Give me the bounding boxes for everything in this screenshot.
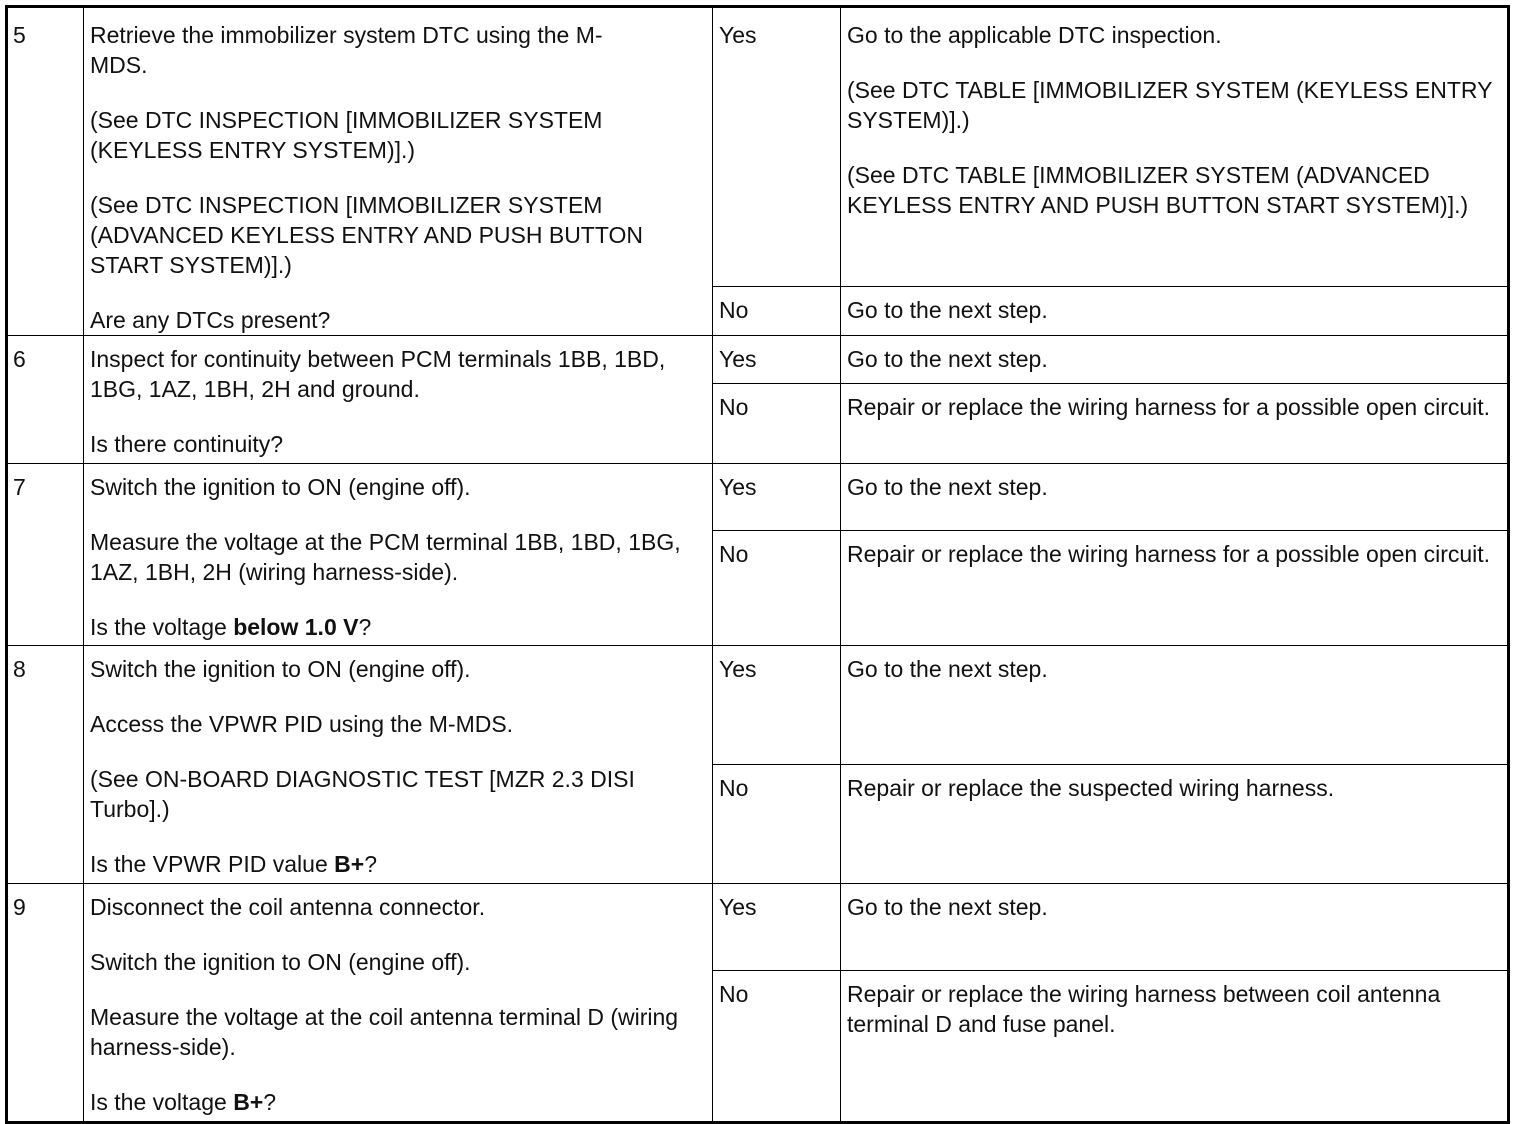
no-label: No	[713, 384, 841, 464]
result-text: Go to the next step.	[847, 474, 1048, 500]
no-result	[841, 384, 1509, 464]
question-value: B+	[233, 1089, 264, 1115]
action-question	[90, 1087, 706, 1117]
action-question	[90, 849, 706, 879]
yes-result	[841, 884, 1509, 971]
question-prefix: Is the voltage	[90, 614, 234, 640]
result-text: Go to the next step.	[847, 346, 1048, 372]
diagnostic-procedure-table	[5, 5, 1510, 1124]
result-text: Repair or replace the wiring harness between coil antenna terminal D and fuse panel.	[847, 981, 1441, 1037]
action-text: Retrieve the immobilizer system DTC using the M-MDS.	[90, 22, 603, 78]
result-text: Go to the next step.	[847, 296, 1048, 323]
no-label: No	[713, 765, 841, 884]
result-text: (See DTC TABLE [IMMOBILIZER SYSTEM (KEYLESS ENTRY SYSTEM)].)	[847, 77, 1493, 133]
action-question: Are any DTCs present?	[90, 307, 331, 333]
step-action	[84, 884, 713, 1123]
result-text: Repair or replace the wiring harness for a possible open circuit.	[847, 394, 1491, 420]
yes-label: Yes	[713, 336, 841, 384]
action-text: Measure the voltage at the PCM terminal 1BB, 1BD, 1BG, 1AZ, 1BH, 2H (wiring harness-side).	[90, 529, 681, 585]
step-number: 7	[7, 464, 84, 646]
question-prefix: Is the VPWR PID value	[90, 851, 335, 877]
action-text: Switch the ignition to ON (engine off).	[90, 656, 471, 682]
question-prefix: Is the voltage	[90, 1089, 234, 1115]
step-number: 6	[7, 336, 84, 464]
no-result	[841, 531, 1509, 646]
table-row	[7, 7, 1509, 287]
no-label: No	[713, 971, 841, 1123]
step-number: 5	[7, 7, 84, 336]
no-result	[841, 765, 1509, 884]
table-row	[7, 464, 1509, 531]
question-value: below 1.0 V	[233, 614, 359, 640]
no-result	[841, 971, 1509, 1123]
action-text: Access the VPWR PID using the M-MDS.	[90, 711, 514, 737]
result-text: Repair or replace the suspected wiring harness.	[847, 775, 1335, 801]
yes-label: Yes	[713, 464, 841, 531]
step-action	[84, 7, 713, 336]
yes-label: Yes	[713, 7, 841, 287]
question-suffix: ?	[358, 614, 372, 640]
yes-result	[841, 336, 1509, 384]
question-value: B+	[334, 851, 365, 877]
question-suffix: ?	[364, 851, 377, 877]
result-text: (See DTC TABLE [IMMOBILIZER SYSTEM (ADVANCED KEYLESS ENTRY AND PUSH BUTTON START SYSTEM)].)	[847, 162, 1469, 218]
step-action	[84, 646, 713, 884]
yes-label: Yes	[713, 646, 841, 765]
action-question: Is there continuity?	[90, 431, 284, 457]
result-text: Repair or replace the wiring harness for a possible open circuit.	[847, 541, 1491, 567]
no-label: No	[713, 531, 841, 646]
result-text: Go to the next step.	[847, 894, 1048, 920]
action-question	[90, 612, 706, 642]
action-text: (See DTC INSPECTION [IMMOBILIZER SYSTEM (ADVANCED KEYLESS ENTRY AND PUSH BUTTON START SYSTEM)].)	[90, 192, 643, 278]
table-row	[7, 646, 1509, 765]
no-result	[841, 286, 1509, 335]
step-number: 8	[7, 646, 84, 884]
action-text: Switch the ignition to ON (engine off).	[90, 474, 471, 500]
step-action	[84, 336, 713, 464]
action-text: (See ON-BOARD DIAGNOSTIC TEST [MZR 2.3 DISI Turbo].)	[90, 766, 635, 822]
action-text: Switch the ignition to ON (engine off).	[90, 949, 471, 975]
table-row	[7, 884, 1509, 971]
yes-result	[841, 7, 1509, 287]
no-label: No	[713, 286, 841, 335]
yes-result	[841, 646, 1509, 765]
action-text: (See DTC INSPECTION [IMMOBILIZER SYSTEM (KEYLESS ENTRY SYSTEM)].)	[90, 107, 603, 163]
result-text: Go to the applicable DTC inspection.	[847, 22, 1222, 48]
question-suffix: ?	[263, 1089, 277, 1115]
result-text: Go to the next step.	[847, 656, 1048, 682]
step-number: 9	[7, 884, 84, 1123]
yes-result	[841, 464, 1509, 531]
action-text: Measure the voltage at the coil antenna terminal D (wiring harness-side).	[90, 1004, 679, 1060]
action-text: Inspect for continuity between PCM terminals 1BB, 1BD, 1BG, 1AZ, 1BH, 2H and ground.	[90, 346, 666, 402]
step-action	[84, 464, 713, 646]
action-text: Disconnect the coil antenna connector.	[90, 894, 486, 920]
yes-label: Yes	[713, 884, 841, 971]
table-row	[7, 336, 1509, 384]
